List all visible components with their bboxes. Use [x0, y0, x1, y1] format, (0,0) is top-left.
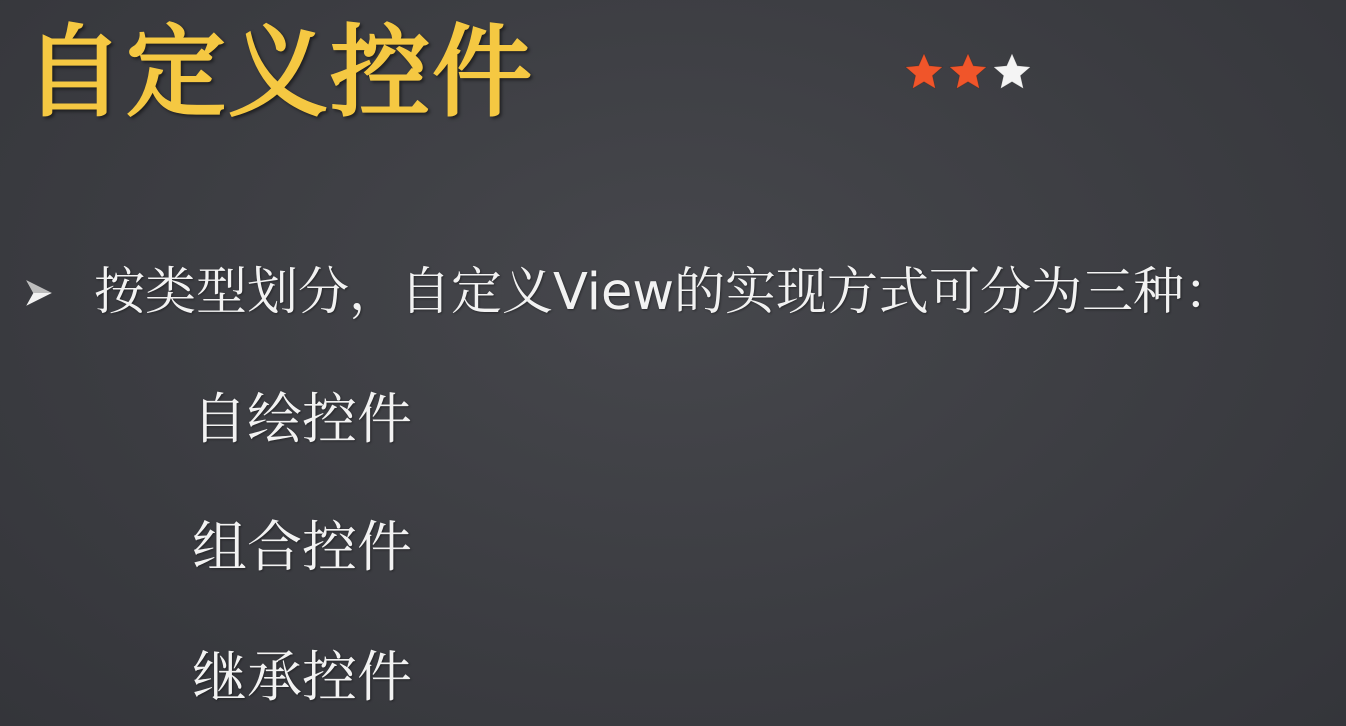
star-shape [994, 54, 1031, 89]
star-icon [990, 50, 1034, 94]
sub-item-inherited: 继承控件 [192, 645, 413, 709]
sub-item-custom-draw: 自绘控件 [192, 387, 413, 451]
star-shape [950, 54, 987, 89]
star-shape [906, 54, 943, 89]
star-icon [902, 50, 946, 94]
bullet-text: 按类型划分，自定义View的实现方式可分为三种： [94, 263, 1236, 322]
arrow-bullet-icon [22, 276, 56, 310]
bullet-item [22, 262, 1235, 323]
star-icon [946, 50, 990, 94]
difficulty-rating [902, 50, 1034, 94]
slide-title: 自定义控件 [24, 14, 534, 131]
sub-item-composite: 组合控件 [192, 515, 413, 579]
